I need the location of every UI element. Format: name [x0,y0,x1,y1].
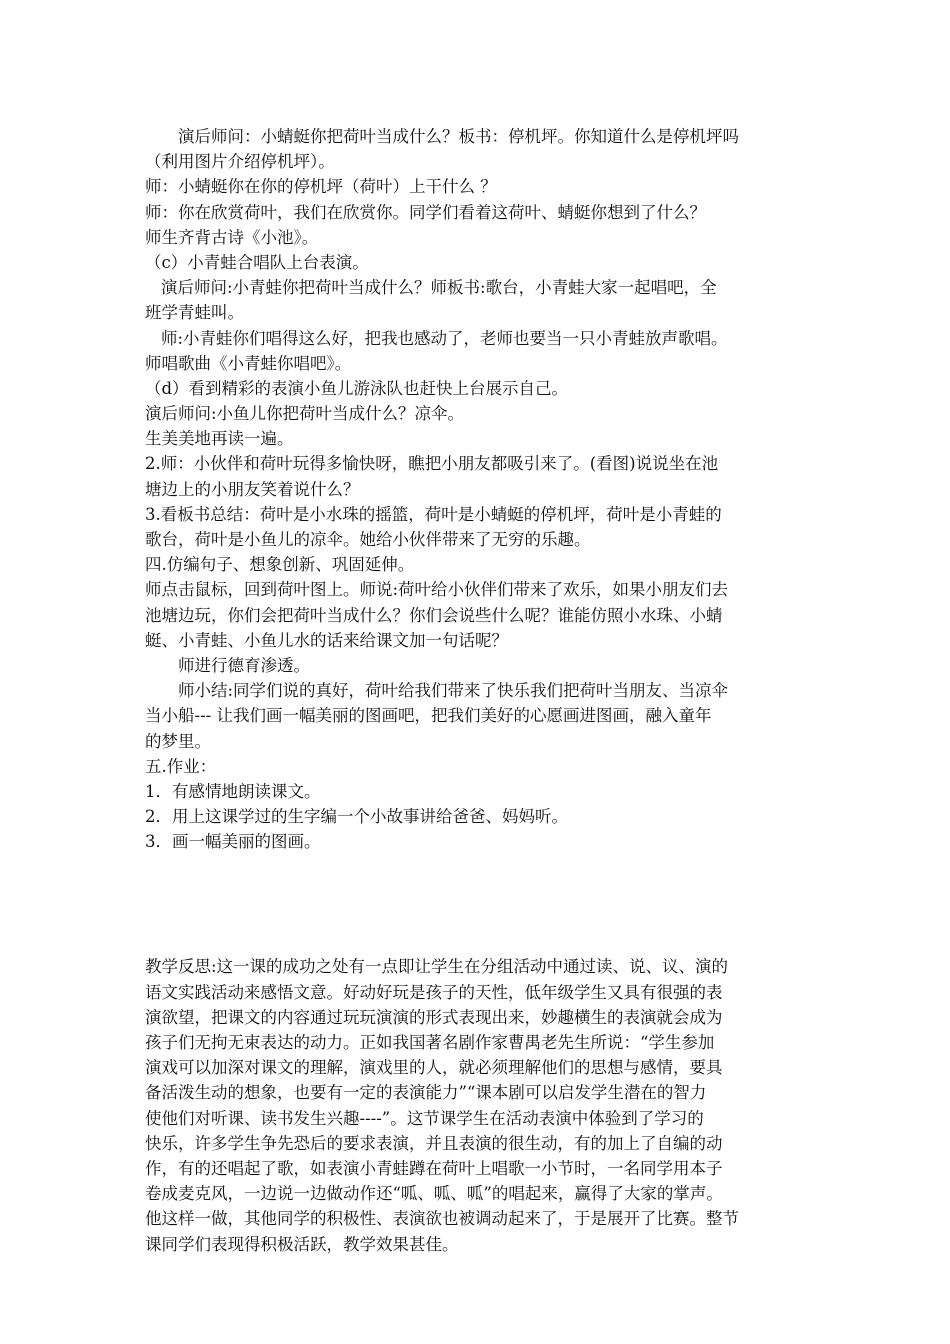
reflection-line: 演戏可以加深对课文的理解，演戏里的人，就必须理解他们的思想与感情，要具 [145,1058,723,1078]
paragraph-line: 演后师问：小蜻蜓你把荷叶当成什么？板书：停机坪。你知道什么是停机坪吗 [178,127,739,146]
paragraph-line: 2.师：小伙伴和荷叶玩得多愉快呀，瞧把小朋友都吸引来了。(看图)说说坐在池 [145,454,719,474]
list-item: 2．用上这课学过的生字编一个小故事讲给爸爸、妈妈听。 [145,807,568,827]
reflection-line: 语文实践活动来感悟文意。好动好玩是孩子的天性，低年级学生又具有很强的表 [145,982,723,1002]
list-item: 3．画一幅美丽的图画。 [145,832,321,852]
document-page [145,124,810,1257]
paragraph-line: 蜓、小青蛙、小鱼儿水的话来给课文加一句话呢？ [145,630,508,650]
paragraph-line: 的梦里。 [145,731,211,751]
paragraph-line: （d）看到精彩的表演小鱼儿游泳队也赶快上台展示自己。 [145,378,569,398]
paragraph-line: 塘边上的小朋友笑着说什么？ [145,479,360,499]
paragraph-line: 演后师问:小鱼儿你把荷叶当成什么？凉伞。 [145,404,465,424]
section-heading: 四.仿编句子、想象创新、巩固延伸。 [145,555,415,575]
paragraph-line: 师唱歌曲《小青蛙你唱吧》。 [145,353,352,373]
paragraph-line: 师生齐背古诗《小池》。 [145,227,319,247]
reflection-line: 卷成麦克风，一边说一边做动作还“呱、呱、呱”的唱起来，赢得了大家的掌声。 [145,1184,723,1204]
reflection-line: 备活泼生动的想象，也要有一定的表演能力”“课本剧可以启发学生潜在的智力 [145,1083,707,1103]
reflection-line: 作，有的还唱起了歌，如表演小青蛙蹲在荷叶上唱歌一小节时，一名同学用本子 [145,1158,723,1178]
paragraph-line: 师进行德育渗透。 [178,655,310,675]
paragraph-line: 生美美地再读一遍。 [145,429,294,449]
reflection-line: 教学反思:这一课的成功之处有一点即让学生在分组活动中通过读、说、议、演的 [145,957,729,977]
section-heading: 五.作业： [145,756,217,776]
paragraph-line: 师点击鼠标，回到荷叶图上。师说:荷叶给小伙伴们带来了欢乐，如果小朋友们去 [145,580,729,600]
paragraph-line: （c）小青蛙合唱队上台表演。 [145,252,369,272]
spacer [145,854,810,954]
reflection-line: 他这样一做，其他同学的积极性、表演欲也被调动起来了，于是展开了比赛。整节 [145,1209,739,1229]
paragraph-line: 师小结:同学们说的真好，荷叶给我们带来了快乐我们把荷叶当朋友、当凉伞 [178,681,729,701]
paragraph-line: 池塘边玩，你们会把荷叶当成什么？你们会说些什么呢？谁能仿照小水珠、小蜻 [145,605,723,625]
paragraph-line: （利用图片介绍停机坪）。 [145,152,335,172]
reflection-line: 孩子们无拘无束表达的动力。正如我国著名剧作家曹禺老先生所说：“学生参加 [145,1033,715,1052]
reflection-line: 演欲望，把课文的内容通过玩玩演演的形式表现出来，妙趣横生的表演就会成为 [145,1007,723,1027]
paragraph-line: 歌台，荷叶是小鱼儿的凉伞。她给小伙伴带来了无穷的乐趣。 [145,530,591,549]
paragraph-line: 当小船--- 让我们画一幅美丽的图画吧，把我们美好的心愿画进图画，融入童年 [145,706,712,726]
list-item: 1．有感情地朗读课文。 [145,781,321,801]
reflection-line: 快乐，许多学生争先恐后的要求表演，并且表演的很生动，有的加上了自编的动 [145,1133,723,1153]
reflection-line: 课同学们表现得积极活跃，教学效果甚佳。 [145,1234,459,1254]
paragraph-line: 演后师问:小青蛙你把荷叶当成什么？师板书:歌台，小青蛙大家一起唱吧，全 [161,278,717,298]
paragraph-line: 师：小蜻蜓你在你的停机坪（荷叶）上干什么 ？ [145,177,497,197]
paragraph-line: 班学青蛙叫。 [145,303,244,323]
paragraph-line: 3.看板书总结：荷叶是小水珠的摇篮，荷叶是小蜻蜓的停机坪，荷叶是小青蛙的 [145,504,722,524]
reflection-line: 使他们对听课、读书发生兴趣----”。这节课学生在活动表演中体验到了学习的 [145,1108,704,1128]
paragraph-line: 师：你在欣赏荷叶，我们在欣赏你。同学们看着这荷叶、蜻蜓你想到了什么？ [145,202,706,222]
paragraph-line: 师:小青蛙你们唱得这么好，把我也感动了，老师也要当一只小青蛙放声歌唱。 [161,328,728,348]
teaching-reflection [145,954,810,1256]
